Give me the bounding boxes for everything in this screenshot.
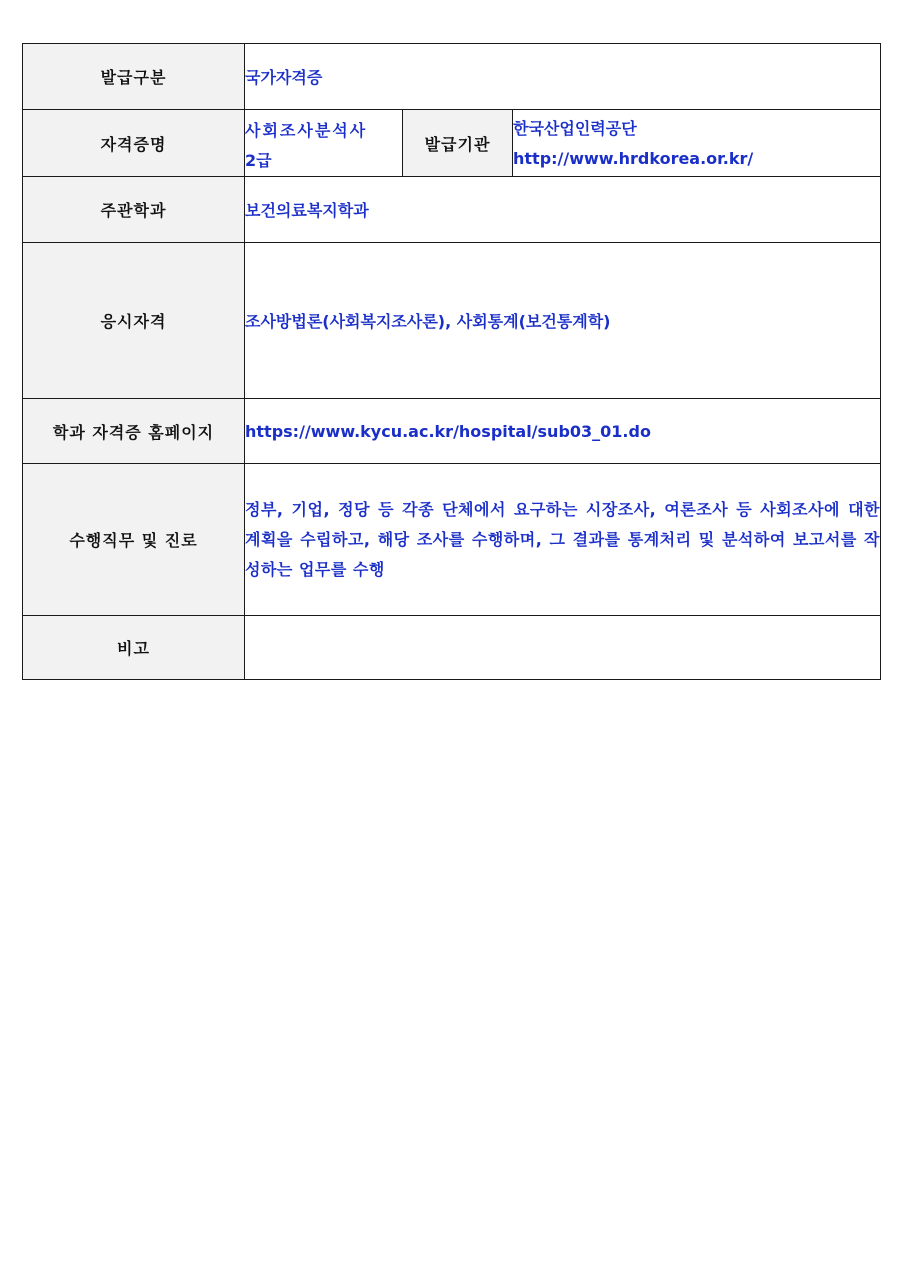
issuer-url-link[interactable]: http://www.hrdkorea.or.kr/	[513, 149, 754, 168]
eligibility-label: 응시자격	[23, 243, 245, 399]
cert-name-line1: 사회조사분석사	[245, 121, 368, 140]
cert-name-line2: 2급	[245, 151, 272, 170]
row-homepage	[23, 399, 881, 464]
issue-type-value: 국가자격증	[245, 44, 881, 110]
dept-label: 주관학과	[23, 177, 245, 243]
row-duties	[23, 464, 881, 616]
eligibility-value: 조사방법론(사회복지조사론), 사회통계(보건통계학)	[245, 243, 881, 399]
homepage-label: 학과 자격증 홈페이지	[23, 399, 245, 464]
cert-name-value	[245, 110, 403, 177]
row-issue-type	[23, 44, 881, 110]
remarks-value	[245, 616, 881, 680]
row-cert-name	[23, 110, 881, 177]
issuer-name: 한국산업인력공단	[513, 119, 637, 138]
duties-value	[245, 464, 881, 616]
duties-text: 정부, 기업, 정당 등 각종 단체에서 요구하는 시장조사, 여론조사 등 사회조사에 대한 계획을 수립하고, 해당 조사를 수행하며, 그 결과를 통계처리 및 분석하여 보고서를 작성하는 업무를 수행	[245, 499, 880, 579]
duties-label: 수행직무 및 진로	[23, 464, 245, 616]
dept-value: 보건의료복지학과	[245, 177, 881, 243]
issuer-value	[513, 110, 881, 177]
row-remarks	[23, 616, 881, 680]
remarks-label: 비고	[23, 616, 245, 680]
issue-type-label: 발급구분	[23, 44, 245, 110]
cert-name-label: 자격증명	[23, 110, 245, 177]
issuer-label: 발급기관	[403, 110, 513, 177]
certificate-info-table	[22, 43, 881, 680]
homepage-link[interactable]: https://www.kycu.ac.kr/hospital/sub03_01.do	[245, 399, 881, 464]
row-dept	[23, 177, 881, 243]
row-eligibility	[23, 243, 881, 399]
